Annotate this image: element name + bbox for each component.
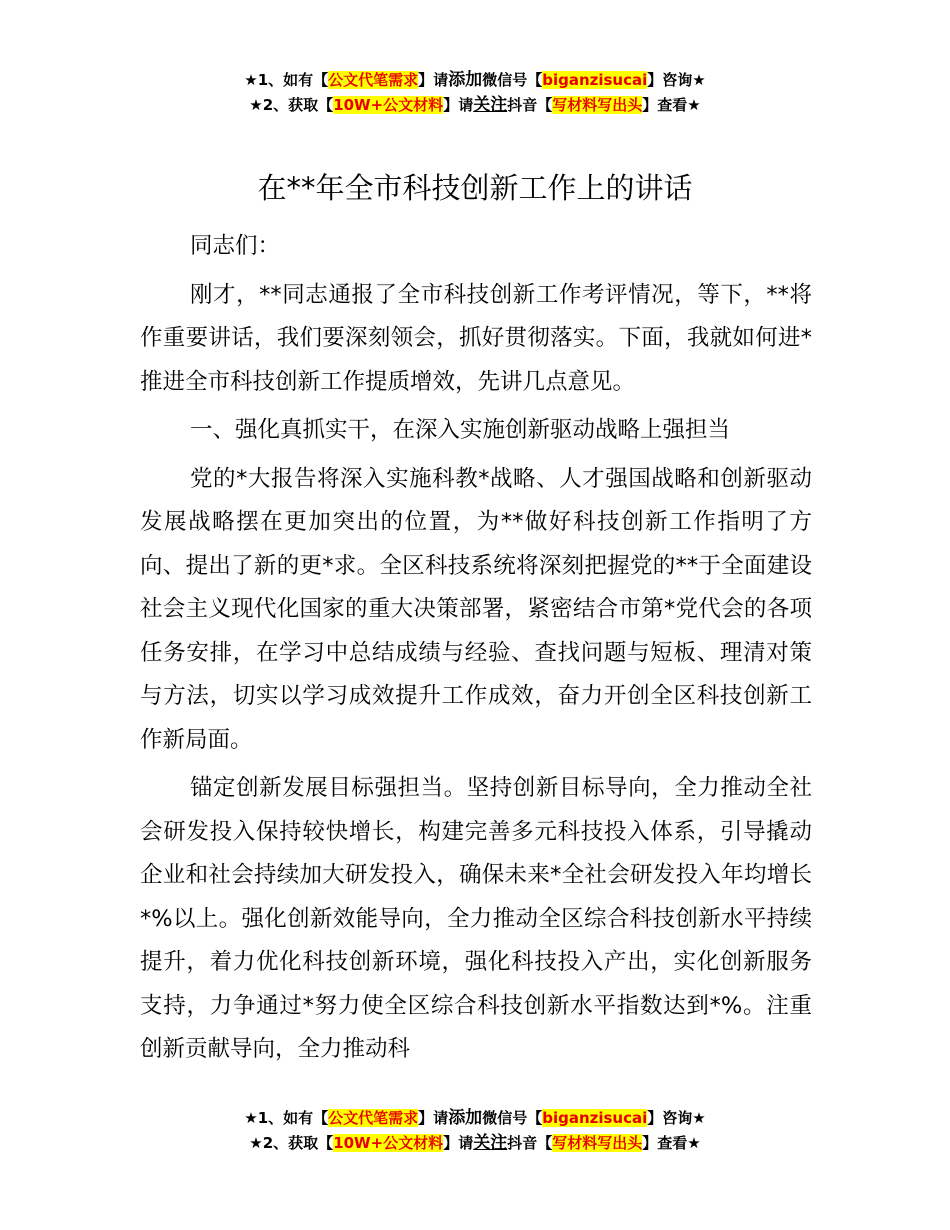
banner-text: 】请: [443, 1134, 474, 1152]
banner-text: 抖音【: [507, 96, 553, 114]
banner-emphasis: 关注: [473, 95, 508, 115]
banner-text: 微信号【: [482, 71, 543, 89]
banner-emphasis: 添加: [448, 70, 483, 90]
banner-emphasis: 添加: [448, 1108, 483, 1128]
banner-text: 】咨询★: [647, 1109, 706, 1127]
document-title: 在**年全市科技创新工作上的讲话: [257, 171, 693, 205]
banner-highlight: 10W+公文材料: [333, 1134, 444, 1152]
salutation: 同志们：: [190, 233, 281, 259]
banner-text: ★2、获取【: [249, 1134, 334, 1152]
header-banner: [0, 68, 950, 118]
banner-text: 微信号【: [482, 1109, 543, 1127]
banner-text: ★1、如有【: [244, 71, 329, 89]
banner-highlight: 写材料写出头: [552, 96, 643, 114]
body-paragraph: 刚才，**同志通报了全市科技创新工作考评情况，等下，**将作重要讲话，我们要深刻领会，抓好贯彻落实。下面，我就如何进*推进全市科技创新工作提质增效，先讲几点意见。: [140, 281, 812, 395]
banner-text: 】查看★: [642, 1134, 701, 1152]
banner-emphasis: 关注: [473, 1133, 508, 1153]
header-banner-line-1: [0, 68, 950, 93]
banner-highlight: 公文代笔需求: [328, 71, 419, 89]
section-heading: 一、强化真抓实干，在深入实施创新驱动战略上强担当: [190, 417, 731, 443]
footer-banner-line-2: [0, 1131, 950, 1156]
banner-text: 】咨询★: [647, 71, 706, 89]
header-banner-line-2: [0, 93, 950, 118]
banner-text: 】请: [418, 71, 449, 89]
banner-highlight: 10W+公文材料: [333, 96, 444, 114]
banner-text: ★2、获取【: [249, 96, 334, 114]
banner-text: 抖音【: [507, 1134, 553, 1152]
banner-text: 】请: [418, 1109, 449, 1127]
banner-highlight: 写材料写出头: [552, 1134, 643, 1152]
banner-text: ★1、如有【: [244, 1109, 329, 1127]
footer-banner: [0, 1106, 950, 1156]
body-paragraph: 锚定创新发展目标强担当。坚持创新目标导向，全力推动全社会研发投入保持较快增长，构建完善多元科技投入体系，引导撬动企业和社会持续加大研发投入，确保未来*全社会研发投入年均增长*%以上。强化创新效能导向，全力推动全区综合科技创新水平持续提升，着力优化科技创新环境，强化科技投入产出，实化创新服务支持，力争通过*努力使全区综合科技创新水平指数达到*%。注重创新贡献导向，全力推动科: [140, 775, 812, 1062]
banner-highlight: 公文代笔需求: [328, 1109, 419, 1127]
footer-banner-line-1: [0, 1106, 950, 1131]
banner-highlight: biganzisucai: [542, 1109, 648, 1127]
body-paragraph: 党的*大报告将深入实施科教*战略、人才强国战略和创新驱动发展战略摆在更加突出的位置，为**做好科技创新工作指明了方向、提出了新的更*求。全区科技系统将深刻把握党的**于全面建设社会主义现代化国家的重大决策部署，紧密结合市第*党代会的各项任务安排，在学习中总结成绩与经验、查找问题与短板、理清对策与方法，切实以学习成效提升工作成效，奋力开创全区科技创新工作新局面。: [140, 465, 812, 753]
banner-text: 】请: [443, 96, 474, 114]
document-body: [140, 225, 812, 1072]
banner-highlight: biganzisucai: [542, 71, 648, 89]
banner-text: 】查看★: [642, 96, 701, 114]
